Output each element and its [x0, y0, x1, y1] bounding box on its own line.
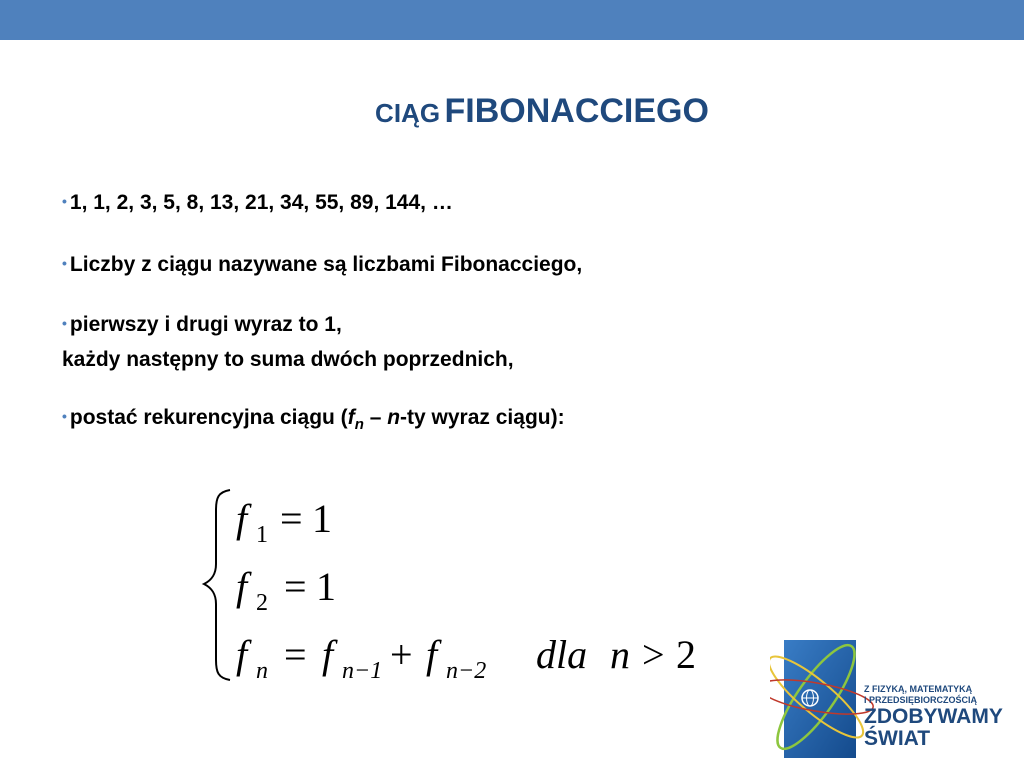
- logo-line3: ZDOBYWAMY: [864, 705, 1003, 728]
- logo-line2: I PRZEDSIĘBIORCZOŚCIĄ: [864, 695, 978, 705]
- bullet-text: 1, 1, 2, 3, 5, 8, 13, 21, 34, 55, 89, 144, …: [69, 191, 453, 214]
- row3-dla: dla: [536, 632, 588, 677]
- row2-value: 1: [316, 564, 336, 609]
- bullet-dot-icon: •: [62, 315, 67, 331]
- title-part-large: FIBONACCIEGO: [444, 92, 709, 130]
- row3-sub: n: [256, 658, 268, 684]
- top-accent-bar: [0, 0, 1024, 40]
- row3-sub2: n−1: [342, 658, 383, 684]
- bullet-text-pre: postać rekurencyjna ciągu (: [69, 406, 348, 429]
- bullet-item-recursive: [62, 401, 565, 442]
- row3-sub3: n−2: [446, 658, 487, 684]
- logo-line4: ŚWIAT: [864, 727, 931, 750]
- row3-two: 2: [676, 632, 696, 677]
- logo-text: [864, 684, 1003, 750]
- row3-plus: +: [390, 632, 413, 677]
- row3-n: n: [610, 632, 630, 677]
- bullet-n-symbol: n: [387, 406, 401, 429]
- row3-eq: =: [284, 632, 307, 677]
- bullet-dash: –: [363, 406, 388, 429]
- row2-f: f: [236, 564, 248, 609]
- project-logo: [770, 622, 1024, 768]
- bullet-f-symbol: f: [347, 406, 355, 429]
- logo-line1: Z FIZYKĄ, MATEMATYKĄ: [864, 684, 973, 694]
- row3-f2: f: [322, 632, 334, 677]
- slide-title: [0, 92, 1024, 131]
- recursive-formula: [200, 482, 720, 692]
- row2-eq: =: [284, 564, 307, 609]
- bullet-item-sequence: [62, 186, 453, 221]
- row1-value: 1: [312, 496, 332, 541]
- row1-f: f: [236, 496, 248, 541]
- row1-sub: 1: [256, 522, 268, 548]
- formula-svg: [200, 482, 720, 692]
- title-part-small: CIĄG: [375, 98, 441, 128]
- row1-eq: =: [280, 496, 303, 541]
- bullet-text-post: -ty wyraz ciągu):: [400, 406, 565, 429]
- bullet-item-definition: [62, 248, 582, 283]
- bullet-text-line1: pierwszy i drugi wyraz to 1,: [69, 313, 342, 336]
- bullet-item-rule: [62, 308, 514, 377]
- row3-gt: >: [642, 632, 665, 677]
- row2-sub: 2: [256, 590, 268, 616]
- left-brace: [204, 490, 230, 680]
- bullet-dot-icon: •: [62, 193, 67, 209]
- bullet-dot-icon: •: [62, 408, 67, 424]
- bullet-dot-icon: •: [62, 255, 67, 271]
- bullet-text-line2: każdy następny to suma dwóch poprzednich,: [62, 348, 514, 371]
- bullet-text: Liczby z ciągu nazywane są liczbami Fibonacciego,: [69, 253, 583, 276]
- bullet-f-subscript: n: [354, 416, 364, 434]
- row3-f3: f: [426, 632, 438, 677]
- row3-f: f: [236, 632, 248, 677]
